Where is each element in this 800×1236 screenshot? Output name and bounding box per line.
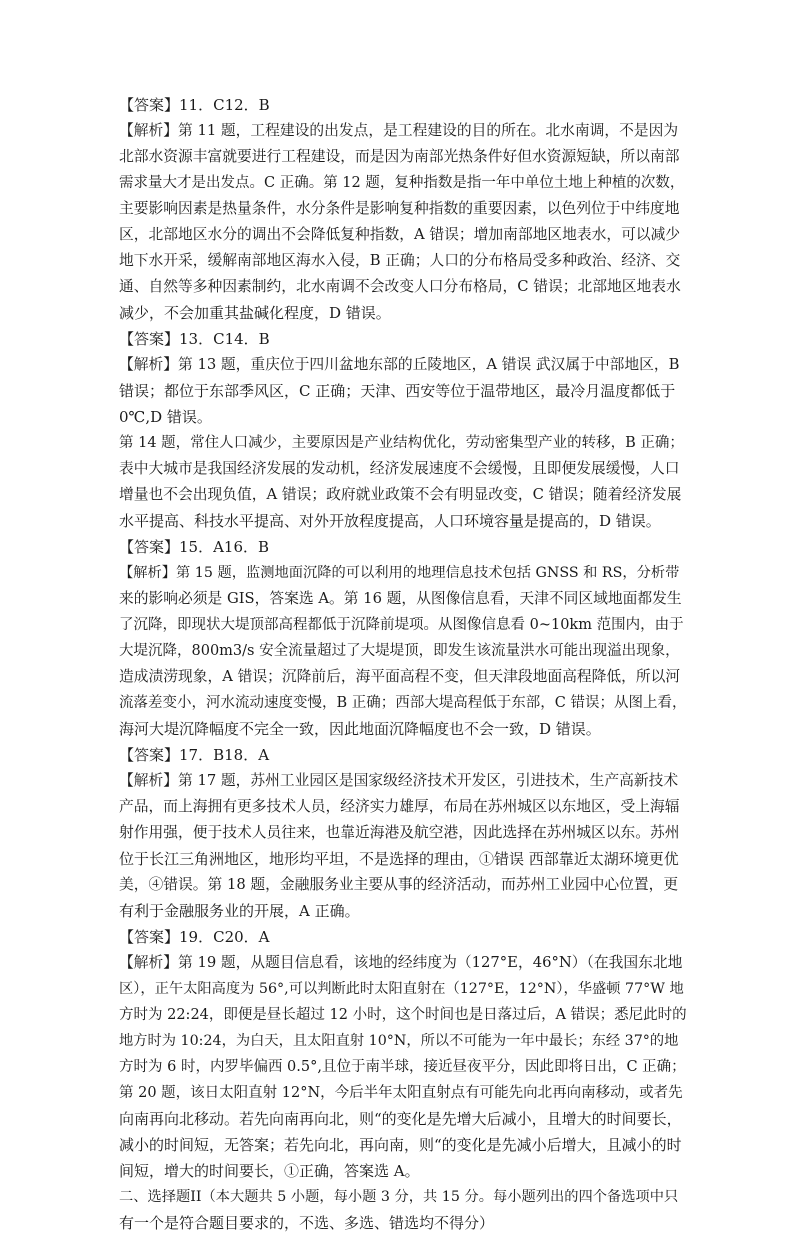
analysis-line: 海河大堤沉降幅度不完全一致，因此地面沉降幅度也不会一致，D 错误。	[119, 720, 601, 738]
analysis-line: 主要影响因素是热量条件，水分条件是影响复种指数的重要因素，以色列位于中纬度地	[119, 200, 680, 217]
analysis-line: 增量也不会出现负值，A 错误；政府就业政策不会有明显改变，C 错误；随着经济发展	[119, 486, 682, 503]
analysis-line: 区，北部地区水分的调出不会降低复种指数，A 错误；增加南部地区地表水，可以减少	[119, 226, 681, 243]
analysis-line: 美，④错误。第 18 题，金融服务业主要从事的经济活动，而苏州工业园中心位置，更	[119, 876, 679, 893]
analysis-line: 错误；都位于东部季风区，C 正确；天津、西安等位于温带地区，最冷月温度都低于	[119, 382, 676, 400]
analysis-line: 北部水资源丰富就要进行工程建设，而是因为南部光热条件好但水资源短缺，所以南部	[119, 148, 680, 165]
analysis-line: 地方时为 10:24，为白天，且太阳直射 10°N，所以不可能为一年中最长；东经 37°的地	[119, 1033, 679, 1049]
analysis-line: 【解析】第 11 题，工程建设的出发点，是工程建设的目的所在。北水南调，不是因为	[119, 122, 679, 139]
analysis-line: 间短，增大的时间要长，①正确，答案选 A。	[119, 1162, 420, 1180]
analysis-line: 减小的时间短，无答案；若先向北，再向南，则“的变化是先减小后增大，且减小的时	[119, 1136, 682, 1154]
analysis-line: 水平提高、科技水平提高、对外开放程度提高，人口环境容量是提高的，D 错误。	[119, 512, 661, 530]
analysis-line: 地下水开采，缓解南部地区海水入侵，B 正确；人口的分布格局受多种政治、经济、交	[119, 252, 681, 269]
answer-line-13-14: 【答案】13．C14．B	[119, 330, 270, 348]
analysis-line: 大堤沉降，800m3/s 安全流量超过了大堤堤顶，即发生该流量洪水可能出现溢出现象，	[119, 643, 680, 659]
analysis-line: 来的影响必须是 GIS，答案选 A。第 16 题，从图像信息看，天津不同区域地面都发生	[119, 590, 682, 607]
analysis-line: 表中大城市是我国经济发展的发动机，经济发展速度不会缓慢，且即便发展缓慢，人口	[119, 460, 680, 477]
section-heading: 有一个是符合题目要求的，不选、多选、错选均不得分）	[119, 1214, 495, 1232]
answer-line-19-20: 【答案】19．C20．A	[119, 928, 270, 946]
analysis-line: 需求量大才是出发点。C 正确。第 12 题，复种指数是指一年中单位土地上种植的次数，	[119, 175, 685, 191]
analysis-line: 第 20 题，该日太阳直射 12°N，今后半年太阳直射点有可能先向北再向南移动，或者先	[119, 1085, 683, 1101]
analysis-line: 【解析】第 15 题，监测地面沉降的可以利用的地理信息技术包括 GNSS 和 RS，分析带	[119, 565, 680, 581]
document-body	[119, 92, 687, 1236]
analysis-line: 造成渍涝现象，A 错误；沉降前后，海平面高程不变，但天津段地面高程降低，所以河	[119, 668, 681, 685]
answer-line-11-12: 【答案】11．C12．B	[119, 96, 270, 114]
analysis-line: 减少，不会加重其盐碱化程度，D 错误。	[119, 304, 391, 322]
analysis-line: 【解析】第 19 题，从题目信息看，该地的经纬度为（127°E，46°N）（在我国东北地	[119, 954, 683, 971]
analysis-line: 有利于金融服务业的开展，A 正确。	[119, 902, 360, 920]
analysis-line: 【解析】第 17 题，苏州工业园区是国家级经济技术开发区，引进技术，生产高新技术	[119, 772, 679, 789]
answer-line-15-16: 【答案】15．A16．B	[119, 538, 270, 556]
analysis-line: 射作用强，便于技术人员往来，也靠近海港及航空港，因此选择在苏州城区以东。苏州	[119, 824, 680, 841]
section-heading: 二、选择题II（本大题共 5 小题，每小题 3 分，共 15 分。每小题列出的四个备选项中只	[119, 1189, 679, 1205]
analysis-line: 通、自然等多种因素制约，北水南调不会改变人口分布格局，C 错误；北部地区地表水	[119, 278, 681, 295]
analysis-line: 0℃,D 错误。	[119, 408, 212, 426]
analysis-line: 流落差变小，河水流动速度变慢，B 正确；西部大堤高程低于东部，C 错误；从图上看，	[119, 695, 687, 711]
answer-line-17-18: 【答案】17．B18．A	[119, 746, 270, 764]
analysis-line: 【解析】第 13 题，重庆位于四川盆地东部的丘陵地区，A 错误 武汉属于中部地区，B	[119, 356, 680, 373]
analysis-line: 产品，而上海拥有更多技术人员，经济实力雄厚，布局在苏州城区以东地区，受上海辐	[119, 798, 680, 815]
analysis-line: 方时为 22:24，即便是昼长超过 12 小时，这个时间也是日落过后，A 错误；悉尼此时的	[119, 1007, 687, 1023]
analysis-line: 向南再向北移动。若先向南再向北，则“的变化是先增大后减小，且增大的时间要长，	[119, 1110, 682, 1128]
analysis-line: 了沉降，即现状大堤顶部高程都低于沉降前堤项。从图像信息看 0~10km 范围内，由于	[119, 617, 684, 633]
analysis-line: 位于长江三角洲地区，地形均平坦，不是选择的理由，①错误 西部靠近太湖环境更优	[119, 850, 679, 868]
analysis-line: 区），正午太阳高度为 56°,可以判断此时太阳直射在（127°E，12°N），华盛顿 77°W 地	[119, 981, 684, 997]
analysis-line: 第 14 题，常住人口减少，主要原因是产业结构优化，劳动密集型产业的转移，B 正确；	[119, 435, 684, 451]
analysis-line: 方时为 6 时，内罗毕偏西 0.5°,且位于南半球，接近昼夜平分，因此即将日出，C 正确；	[119, 1059, 686, 1075]
